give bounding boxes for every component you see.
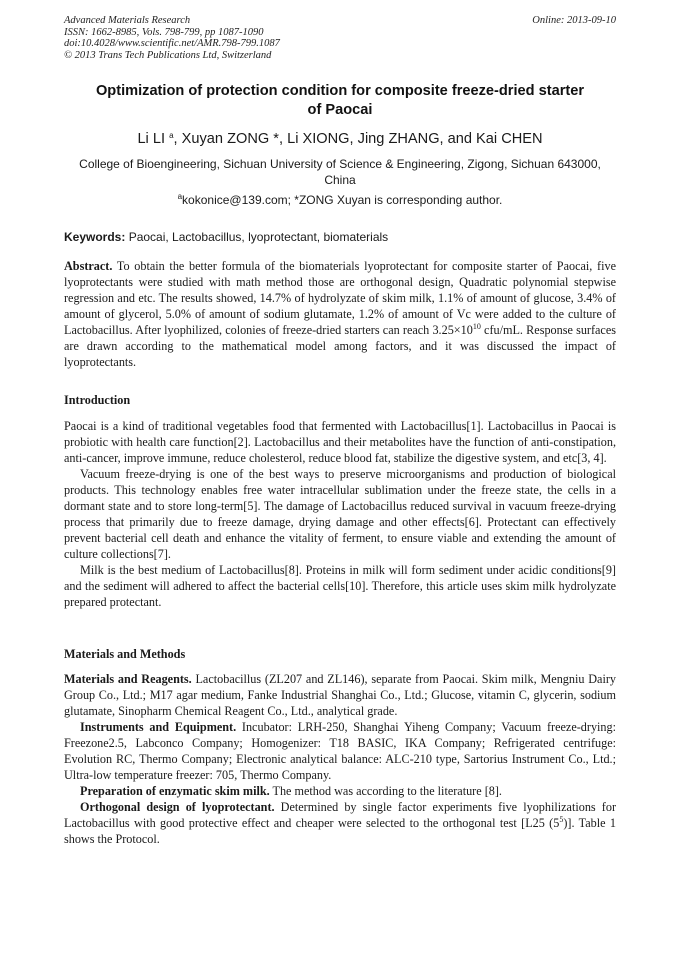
intro-paragraph-1: Paocai is a kind of traditional vegetables food that fermented with Lactobacillus[1]. Lactobacillus in Paocai is probiotic with health care function[2]. Lactobacillus and their metabolites have the function of anti-constipation, anti-cancer, improve immune, reduce cholesterol, reduce blood fat, stabilize the digestive system, and etc[3, 4]. [64, 419, 616, 465]
author-first-superscript: a [169, 131, 174, 140]
keywords-text: Paocai, Lactobacillus, lyoprotectant, biomaterials [125, 230, 389, 244]
methods-heading: Materials and Methods [64, 647, 186, 661]
online-date: Online: 2013-09-10 [532, 15, 616, 26]
methods-paragraph-orthogonal [64, 799, 616, 847]
copyright-line: © 2013 Trans Tech Publications Ltd, Switzerland [64, 49, 272, 61]
paper-title [60, 82, 620, 120]
keywords [64, 229, 616, 245]
abstract-exponent: 10 [472, 322, 481, 331]
instruments-text: Incubator: LRH-250, Shanghai Yiheng Company; Vacuum freeze-drying: Freezone2.5, Labconco Company; Homogenizer: T18 BASIC, IKA Company; Refrigerated centrifuge: Evolution RC, Thermo Company; Electronic analytical balance: ALC-210 type, Sartorius Instrument Co., Ltd.; Ultra-low temperature freezer: 705, Thermo Company. [64, 720, 616, 782]
orthogonal-text-2: )]. Table 1 shows the Protocol. [64, 816, 616, 846]
author-first: Li LI [137, 131, 166, 147]
author-rest: , Xuyan ZONG *, Li XIONG, Jing ZHANG, and Kai CHEN [173, 131, 543, 147]
abstract-label: Abstract. [64, 259, 113, 273]
materials-text: Lactobacillus (ZL207 and ZL146), separate from Paocai. Skim milk, Mengniu Dairy Group Co., Ltd.; M17 agar medium, Fanke Industrial Shanghai Co., Ltd.; Glucose, vitamin C, glycerin, sodium glutamate, Sinopharm Chemical Reagent Co., Ltd., analytical grade. [64, 672, 616, 718]
methods-body [64, 671, 616, 847]
email-text: kokonice@139.com; *ZONG Xuyan is corresponding author. [182, 193, 503, 207]
intro-paragraph-2: Vacuum freeze-drying is one of the best ways to preserve microorganisms and production of biological products. This technology enables free water intracellular sublimation under the freeze state, the cells in a dormant state and to store long-term[5]. The damage of Lactobacillus reduced survival in vacuum freeze-drying process that primarily due to freeze damage, drying damage and other effects[6]. Protectant can effectively prevent bacterial cell death and enhance the vitality of ferment, to ensure viable and extending the amount of culture collections[7]. [64, 467, 616, 561]
issn-line: ISSN: 1662-8985, Vols. 798-799, pp 1087-1090 [64, 26, 264, 38]
affiliation [60, 156, 620, 188]
keywords-label: Keywords: [64, 230, 126, 244]
preparation-text: The method was according to the literature [8]. [269, 784, 502, 798]
orthogonal-superscript: 5 [559, 815, 564, 824]
materials-label: Materials and Reagents. [64, 672, 192, 686]
abstract-text-2: cfu/mL. Response surfaces are drawn according to the mathematical model among factors, and it was discussed the impact of lyoprotectants. [64, 323, 616, 369]
abstract [64, 258, 616, 370]
title-line-2: of Paocai [307, 102, 373, 118]
affiliation-line-1: College of Bioengineering, Sichuan University of Science & Engineering, Zigong, Sichuan 643000, [79, 157, 601, 171]
methods-paragraph-preparation [64, 783, 616, 799]
orthogonal-text-1: Determined by single factor experiments five lyophilizations for Lactobacillus with good protective effect and cheaper were selected to the orthogonal test [L25 (5 [64, 800, 616, 830]
abstract-text-1: To obtain the better formula of the biomaterials lyoprotectant for composite starter of Paocai, five lyoprotectants were studied with math method those are orthogonal design, Quadratic polynomial stepwise regression and etc. The results showed, 14.7% of hydrolyzate of skim milk, 1.1% of amount of glucose, 3.4% of amount of glycerol, 5.0% of amount of sodium glutamate, 1.2% of amount of Vc were added to the culture of Lactobacillus. After lyophilized, colonies of freeze-dried starters can reach 3.25×10 [64, 259, 616, 337]
journal-name: Advanced Materials Research [64, 15, 191, 26]
preparation-label: Preparation of enzymatic skim milk. [80, 784, 270, 798]
journal-header [64, 15, 616, 61]
methods-paragraph-instruments [64, 719, 616, 783]
introduction-heading: Introduction [64, 393, 131, 407]
orthogonal-label: Orthogonal design of lyoprotectant. [80, 800, 275, 814]
author-list [60, 130, 620, 148]
introduction-body [64, 418, 616, 610]
affiliation-line-2: China [324, 173, 356, 187]
title-line-1: Optimization of protection condition for composite freeze-dried starter [95, 83, 585, 99]
intro-paragraph-3: Milk is the best medium of Lactobacillus[8]. Proteins in milk will form sediment under acidic conditions[9] and the sediment will adhered to affect the bacterial cells[10]. Therefore, this article uses skim milk hydrolyzate prepared protectant. [64, 563, 616, 609]
contact-email [60, 192, 620, 208]
doi-line: doi:10.4028/www.scientific.net/AMR.798-799.1087 [64, 38, 280, 49]
email-superscript: a [177, 192, 183, 201]
instruments-label: Instruments and Equipment. [80, 720, 237, 734]
methods-paragraph-materials [64, 671, 616, 719]
